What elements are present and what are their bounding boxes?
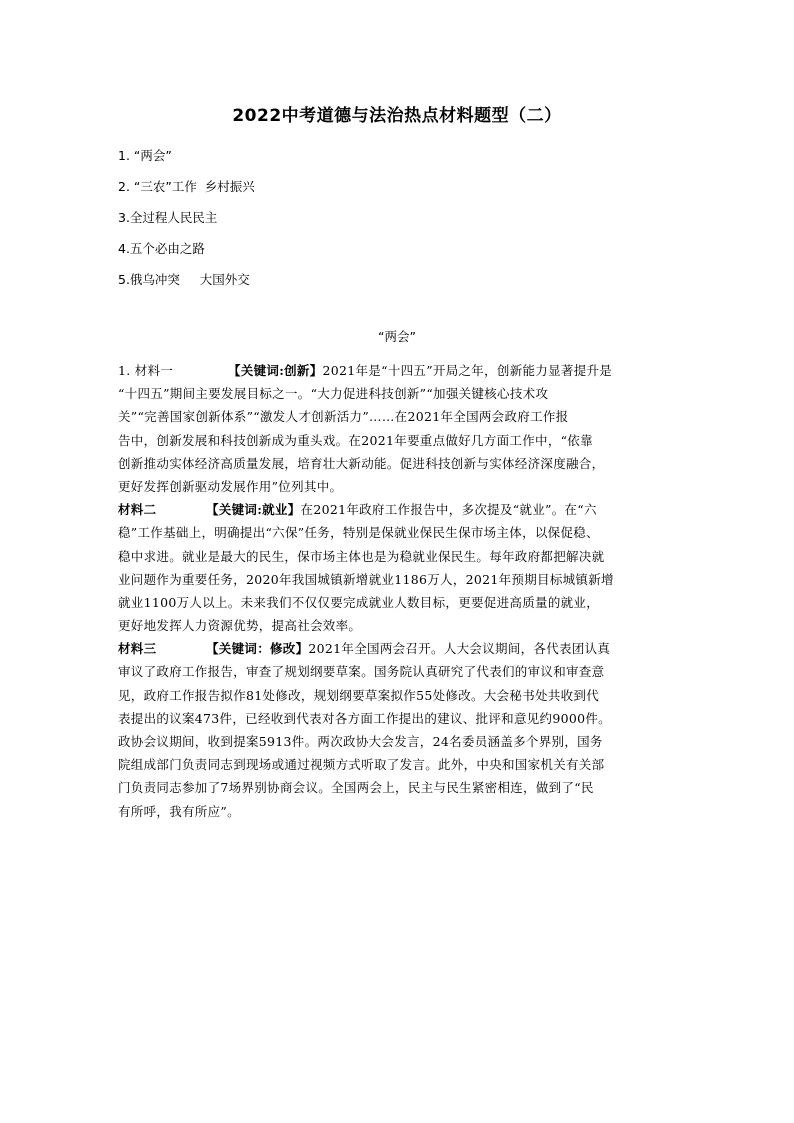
material-line: 表提出的议案473件，已经收到代表对各方面工作提出的建议、批评和意见约9000件。 xyxy=(118,710,611,726)
topic-item: 5.俄乌冲突 大国外交 xyxy=(118,272,250,287)
material-line: 稳中求进。就业是最大的民生，保市场主体也是为稳就业保民生。每年政府都把解决就 xyxy=(118,548,605,564)
material-line: 见，政府工作报告拟作81处修改，规划纲要草案拟作55处修改。大会秘书处共收到代 xyxy=(118,687,600,703)
document-title: 2022中考道德与法治热点材料题型（二） xyxy=(232,106,562,126)
keyword-tag: 【关键词：修改】 xyxy=(206,641,309,657)
material-label: 材料三 xyxy=(118,641,157,657)
material-text: 2021年全国两会召开。人大会议期间，各代表团认真 xyxy=(308,641,611,657)
topic-item: 2. “三农”工作 乡村振兴 xyxy=(118,179,255,194)
material-line: 创新推动实体经济高质量发展，培育壮大新动能。促进科技创新与实体经济深度融合， xyxy=(118,455,605,471)
material-line: 就业1100万人以上。未来我们不仅仅要完成就业人数目标，更要促进高质量的就业， xyxy=(118,594,600,610)
material-line: 政协会议期间，收到提案5913件。两次政协大会发言，24名委员涵盖多个界别，国务 xyxy=(118,734,603,749)
material-line: “十四五”期间主要发展目标之一。“大力促进科技创新”“加强关键核心技术攻 xyxy=(118,386,549,402)
material-label: 1. 材料一 xyxy=(118,363,174,378)
material-line xyxy=(118,637,684,660)
keyword-tag: 【关键词:就业】 xyxy=(206,502,301,518)
material-line xyxy=(118,359,684,382)
material-label: 材料二 xyxy=(118,502,157,518)
topic-item: 4.五个必由之路 xyxy=(118,241,205,256)
material-line: 审议了政府工作报告，审查了规划纲要草案。国务院认真研究了代表们的审议和审查意 xyxy=(118,664,605,680)
material-line xyxy=(118,498,684,521)
section-heading: “两会” xyxy=(378,329,416,344)
material-line: 告中，创新发展和科技创新成为重头戏。在2021年要重点做好几方面工作中，“依靠 xyxy=(118,432,593,448)
topic-item: 3.全过程人民民主 xyxy=(118,210,218,225)
materials-body xyxy=(118,359,684,823)
material-line: 有所呼，我有所应”。 xyxy=(118,803,240,819)
material-text: 2021年是“十四五”开局之年，创新能力显著提升是 xyxy=(322,363,613,378)
material-line: 关”“完善国家创新体系”“激发人才创新活力”……在2021年全国两会政府工作报 xyxy=(118,409,569,425)
topic-list xyxy=(118,140,255,295)
material-line: 更好发挥创新驱动发展作用”位列其中。 xyxy=(118,478,343,494)
material-line: 院组成部门负责同志到现场或通过视频方式听取了发言。此外，中央和国家机关有关部 xyxy=(118,757,605,773)
topic-item: 1. “两会” xyxy=(118,148,172,163)
material-text: 在2021年政府工作报告中，多次提及“就业”。在“六 xyxy=(300,502,597,518)
material-line: 门负责同志参加了7场界别协商会议。全国两会上，民主与民生紧密相连，做到了“民 xyxy=(118,780,594,796)
material-line: 业问题作为重要任务，2020年我国城镇新增就业1186万人，2021年预期目标城镇新增 xyxy=(118,571,614,587)
material-line: 更好地发挥人力资源优势，提高社会效率。 xyxy=(118,618,362,634)
material-line: 稳”工作基础上，明确提出“六保”任务，特别是保就业保民生保市场主体，以保促稳、 xyxy=(118,525,599,541)
keyword-tag: 【关键词:创新】 xyxy=(228,363,323,378)
